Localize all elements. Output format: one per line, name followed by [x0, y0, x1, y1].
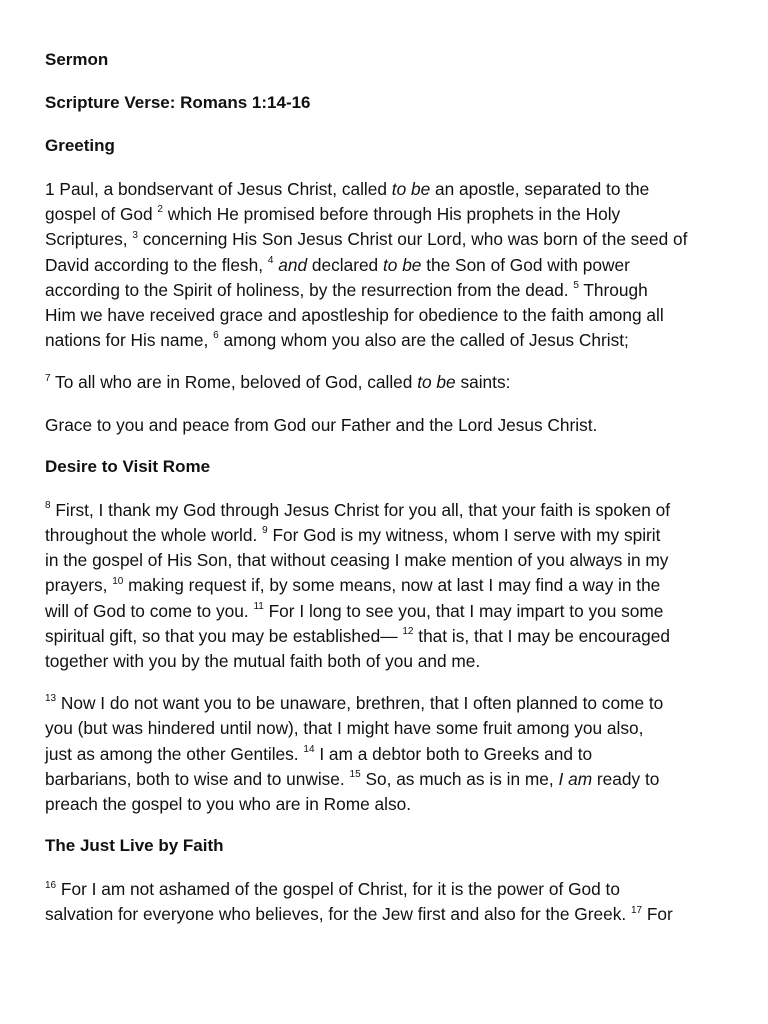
verse-number: 7 [45, 372, 51, 384]
text-line: prayers, $^{10}$ making request if, by some means, now at last I may find a way in the [45, 575, 661, 596]
verse-number: 6 [213, 330, 219, 342]
text-line: together with you by the mutual faith both of you and me. [45, 651, 481, 672]
scripture-heading: Scripture Verse: Romans 1:14-16 [45, 93, 311, 112]
verse-number: 11 [253, 600, 264, 612]
text-line: spiritual gift, so that you may be established— $^{12}$ that is, that I may be encouraged [45, 625, 670, 646]
paragraph [45, 413, 735, 438]
greeting-heading: Greeting [45, 136, 115, 155]
verse-number: 4 [267, 254, 274, 266]
verse-number: 8 [45, 500, 51, 512]
text-line: according to the Spirit of holiness, by the resurrection from the dead. $^5$ Through [45, 279, 648, 300]
paragraph [45, 370, 735, 395]
text-line: $^{13}$ Now I do not want you to be unaware, brethren, that I often planned to come to [45, 693, 664, 714]
verse-number: 13 [45, 693, 57, 705]
verse-number: 2 [157, 204, 163, 216]
verse-number: 16 [45, 879, 57, 891]
verse-number: 12 [402, 626, 414, 638]
text-line: nations for His name, $^6$ among whom you also are the called of Jesus Christ; [45, 330, 629, 351]
verse-number: 9 [262, 525, 268, 537]
document-page [45, 48, 735, 945]
italic-text: I am [558, 768, 593, 789]
paragraph [45, 177, 735, 353]
title-heading: Sermon [45, 50, 109, 69]
desire-heading: Desire to Visit Rome [45, 456, 211, 476]
italic-text: to be [417, 372, 456, 393]
text-line: gospel of God $^2$ which He promised before through His prophets in the Holy [45, 204, 621, 225]
text-line: $^7$ To all who are in Rome, beloved of God, called to be saints: [45, 372, 511, 393]
text-line: $^8$ First, I thank my God through Jesus Christ for you all, that your faith is spoken of [45, 499, 671, 520]
text-line: $^{16}$ For I am not ashamed of the gospel of Christ, for it is the power of God to [45, 879, 620, 900]
text-line: you (but was hindered until now), that I might have some fruit among you also, [45, 718, 644, 739]
verse-number: 10 [112, 575, 124, 587]
paragraph [45, 691, 735, 817]
verse-number: 5 [573, 280, 579, 292]
text-line: Him we have received grace and apostleship for obedience to the faith among all [45, 305, 664, 326]
just-live-heading: The Just Live by Faith [45, 836, 224, 856]
verse-number: 3 [132, 229, 138, 241]
text-line: barbarians, both to wise and to unwise. $^{15}$ So, as much as is in me, I am ready to [45, 768, 660, 789]
text-line: Grace to you and peace from God our Father and the Lord Jesus Christ. [45, 414, 598, 435]
text-line: in the gospel of His Son, that without ceasing I make mention of you always in my [45, 550, 669, 571]
text-line: salvation for everyone who believes, for the Jew first and also for the Greek. $^{17}$ For [45, 904, 673, 925]
text-line: preach the gospel to you who are in Rome also. [45, 794, 412, 815]
italic-text: to be [382, 254, 422, 275]
text-line: Scriptures, $^3$ concerning His Son Jesus Christ our Lord, who was born of the seed of [45, 229, 688, 250]
italic-text: to be [391, 179, 431, 199]
verse-number: 17 [630, 904, 643, 916]
verse-number: 15 [349, 769, 361, 781]
paragraph [45, 498, 735, 674]
text-line: 1 Paul, a bondservant of Jesus Christ, called to be an apostle, separated to the [45, 179, 650, 199]
paragraph [45, 877, 735, 927]
italic-text: and [278, 254, 308, 275]
text-line: will of God to come to you. $^{11}$ For I long to see you, that I may impart to you some [45, 600, 664, 621]
text-line: just as among the other Gentiles. $^{14}$ I am a debtor both to Greeks and to [45, 743, 593, 764]
text-line: David according to the flesh, $^4$ and declared to be the Son of God with power [45, 254, 630, 275]
verse-number: 14 [303, 743, 315, 755]
text-line: throughout the whole world. $^9$ For God is my witness, whom I serve with my spirit [45, 525, 661, 546]
